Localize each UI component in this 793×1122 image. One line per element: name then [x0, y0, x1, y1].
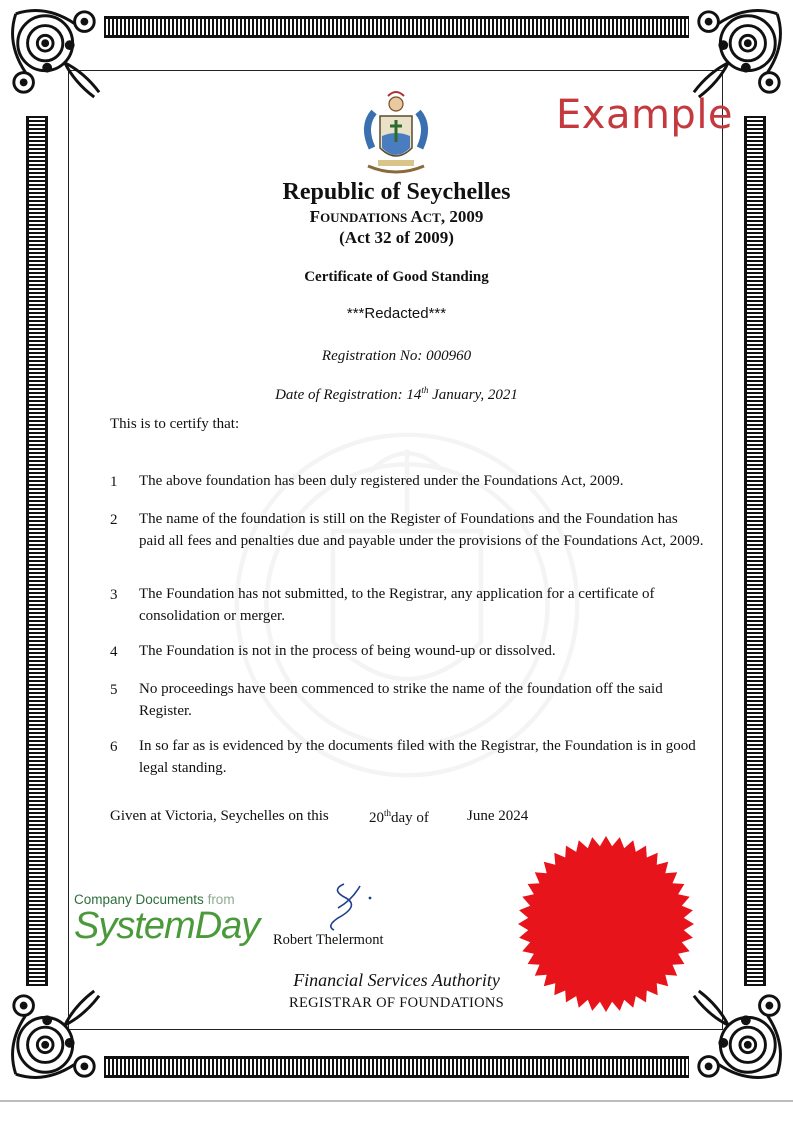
registration-date: [0, 385, 793, 404]
example-stamp: Example: [556, 92, 734, 138]
clause-number: 6: [110, 739, 118, 755]
clause-text: The above foundation has been duly registered under the Foundations Act, 2009.: [139, 473, 624, 489]
authority-name: Financial Services Authority: [293, 970, 500, 990]
given-day: [369, 808, 429, 827]
logo-tagline-text: Company Documents: [74, 892, 208, 907]
entity-name: ***Redacted***: [346, 305, 447, 322]
clause-text: In so far as is evidenced by the documents filed with the Registrar, the Foundation is in good legal standing.: [139, 738, 696, 776]
registration-date-prefix: Date of Registration: 14: [275, 387, 422, 403]
given-at-text: Given at Victoria, Seychelles on this: [110, 808, 329, 824]
clause-number: 1: [110, 474, 118, 490]
clause-number: 4: [110, 644, 118, 660]
act-title: [0, 207, 793, 227]
signature-icon: [316, 878, 386, 938]
clause-text: The Foundation is not in the process of being wound-up or dissolved.: [139, 643, 556, 659]
registration-date-ordinal: th: [421, 385, 429, 395]
page-bottom-rule: [0, 1100, 793, 1102]
clause-number: 5: [110, 682, 118, 698]
border-top: [104, 16, 689, 38]
given-day-ordinal: th: [384, 808, 392, 818]
act-year: , 2009: [440, 207, 484, 226]
act-name-smallcaps: OUNDATIONS: [320, 210, 411, 225]
corner-ornament-icon: [689, 4, 787, 102]
act-word-smallcaps: CT: [422, 210, 441, 225]
registration-date-suffix: January, 2021: [428, 387, 518, 403]
corner-ornament-icon: [6, 4, 104, 102]
coat-of-arms-icon: [352, 86, 440, 178]
signer-name: Robert Thelermont: [273, 932, 384, 948]
given-day-number: 20: [369, 810, 384, 826]
given-month-year: June 2024: [467, 808, 529, 824]
clause-text: The name of the foundation is still on the Register of Foundations and the Foundation has paid all fees and penalties due and payable under the provisions of the Foundations Act, 2009.: [139, 511, 704, 549]
country-title: Republic of Seychelles: [282, 179, 511, 205]
clause-text: The Foundation has not submitted, to the Registrar, any application for a certificate of consolidation or merger.: [139, 586, 655, 624]
logo-brand: SystemDay: [74, 905, 260, 947]
certify-intro: This is to certify that:: [110, 416, 240, 432]
border-bottom: [104, 1056, 689, 1078]
act-number: (Act 32 of 2009): [339, 228, 454, 247]
red-seal-icon: [516, 834, 696, 1014]
systemday-logo: [74, 892, 272, 952]
clause-number: 2: [110, 512, 118, 528]
act-name-initial: F: [309, 207, 321, 226]
clause-number: 3: [110, 587, 118, 603]
act-word-initial: A: [410, 207, 423, 226]
given-day-word: day of: [391, 810, 429, 826]
clause-text: No proceedings have been commenced to strike the name of the foundation off the said Register.: [139, 681, 663, 719]
certificate-title: Certificate of Good Standing: [304, 269, 489, 285]
registration-number: Registration No: 000960: [321, 348, 472, 364]
logo-tagline-from: from: [207, 892, 235, 907]
registrar-title: REGISTRAR OF FOUNDATIONS: [288, 995, 505, 1011]
